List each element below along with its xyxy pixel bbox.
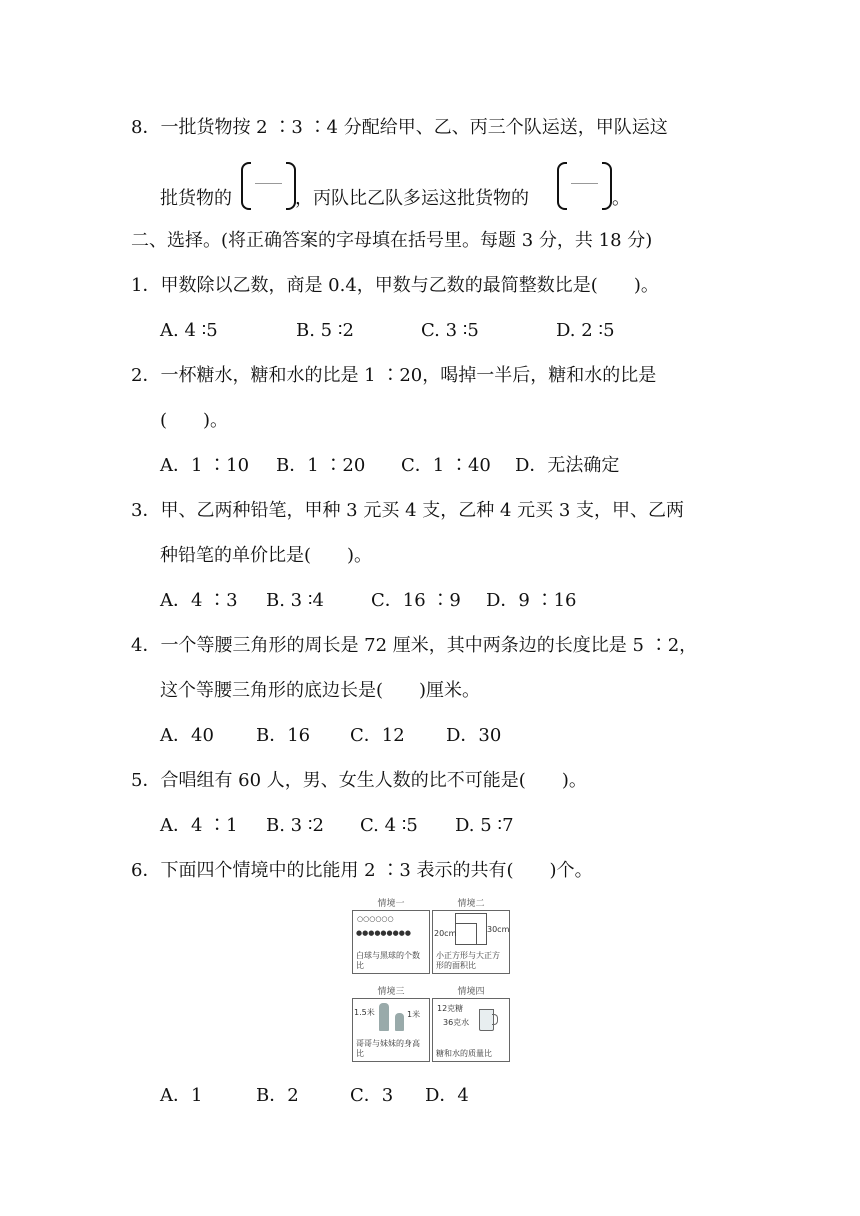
scenario-2-box (432, 910, 510, 974)
scenario-4-caption: 糖和水的质量比 (436, 1049, 492, 1058)
answer-fraction-blank-2[interactable] (557, 162, 612, 206)
q2-option-a[interactable]: A．1 ∶10 (160, 455, 250, 476)
q5-option-b[interactable]: B. 3 ∶2 (266, 815, 324, 836)
scenario-panel-3 (352, 986, 430, 1062)
scenario-1-box (352, 910, 430, 974)
black-balls: ●●●●●●●●● (356, 929, 411, 937)
q6-option-a[interactable]: A．1 (160, 1085, 203, 1106)
q4-option-c[interactable]: C．12 (350, 725, 405, 746)
question-5: 5．合唱组有 60 人，男、女生人数的比不可能是( )。 (131, 770, 587, 791)
water-label: 36克水 (443, 1018, 470, 1027)
q5-option-c[interactable]: C. 4 ∶5 (360, 815, 418, 836)
q1-option-c[interactable]: C. 3 ∶5 (421, 320, 479, 341)
question-1: 1．甲数除以乙数，商是 0.4，甲数与乙数的最简整数比是( )。 (131, 275, 659, 296)
q8-line1: 8．一批货物按 2 ∶3 ∶4 分配给甲、乙、丙三个队运送，甲队运这 (131, 117, 668, 138)
scenario-4-box (432, 998, 510, 1062)
question-2-line2: ( )。 (160, 410, 229, 431)
sugar-label: 12克糖 (437, 1004, 464, 1013)
q4-option-d[interactable]: D．30 (446, 725, 502, 746)
q1-option-d[interactable]: D. 2 ∶5 (556, 320, 615, 341)
large-square-label: 30cm (487, 925, 510, 934)
question-3-line2: 种铅笔的单价比是( )。 (160, 545, 373, 566)
question-6: 6．下面四个情境中的比能用 2 ∶3 表示的共有( )个。 (131, 860, 593, 881)
q6-option-d[interactable]: D．4 (425, 1085, 469, 1106)
small-square (455, 923, 477, 945)
question-4-line2: 这个等腰三角形的底边长是( )厘米。 (160, 680, 481, 701)
q2-option-b[interactable]: B．1 ∶20 (276, 455, 366, 476)
q3-option-a[interactable]: A．4 ∶3 (160, 590, 238, 611)
q3-option-d[interactable]: D．9 ∶16 (486, 590, 577, 611)
q1-option-a[interactable]: A. 4 ∶5 (160, 320, 218, 341)
question-4-line1: 4．一个等腰三角形的周长是 72 厘米，其中两条边的长度比是 5 ∶2， (131, 635, 698, 656)
question-2-line1: 2．一杯糖水，糖和水的比是 1 ∶20，喝掉一半后，糖和水的比是 (131, 365, 657, 386)
scenario-panel-1 (352, 898, 430, 974)
q6-option-c[interactable]: C．3 (350, 1085, 394, 1106)
sister-figure (395, 1013, 404, 1031)
q8-line2-end: 。 (612, 188, 630, 209)
scenario-3-box (352, 998, 430, 1062)
scenario-1-title: 情境一 (377, 899, 405, 909)
q3-option-c[interactable]: C．16 ∶9 (371, 590, 461, 611)
scenario-2-title: 情境二 (457, 899, 485, 909)
sister-height-label: 1米 (407, 1010, 421, 1019)
cup-handle-icon (492, 1014, 498, 1025)
brother-height-label: 1.5米 (354, 1008, 375, 1017)
q6-option-b[interactable]: B．2 (256, 1085, 299, 1106)
scenario-figure (350, 898, 510, 1068)
scenario-3-title: 情境三 (377, 987, 405, 997)
question-3-line1: 3．甲、乙两种铅笔，甲种 3 元买 4 支，乙种 4 元买 3 支，甲、乙两 (131, 500, 685, 521)
q5-option-a[interactable]: A．4 ∶1 (160, 815, 238, 836)
q4-option-a[interactable]: A．40 (160, 725, 214, 746)
q1-option-b[interactable]: B. 5 ∶2 (296, 320, 354, 341)
q4-option-b[interactable]: B．16 (256, 725, 311, 746)
q5-option-d[interactable]: D. 5 ∶7 (455, 815, 514, 836)
scenario-4-title: 情境四 (457, 987, 485, 997)
scenario-2-caption: 小正方形与大正方形的面积比 (436, 951, 500, 970)
q3-option-b[interactable]: B. 3 ∶4 (266, 590, 324, 611)
q2-option-d[interactable]: D．无法确定 (515, 455, 620, 476)
white-balls: ○○○○○○ (357, 915, 394, 923)
scenario-1-caption: 白球与黑球的个数比 (356, 951, 420, 970)
q2-option-c[interactable]: C．1 ∶40 (401, 455, 491, 476)
scenario-panel-2 (432, 898, 510, 974)
brother-figure (379, 1003, 389, 1031)
section-heading: 二、选择。(将正确答案的字母填在括号里。每题 3 分，共 18 分) (131, 230, 653, 251)
answer-fraction-blank-1[interactable] (241, 162, 296, 206)
small-square-label: 20cm (434, 929, 457, 938)
scenario-panel-4 (432, 986, 510, 1062)
scenario-3-caption: 哥哥与妹妹的身高比 (356, 1039, 420, 1058)
q8-line2-start: 批货物的 (160, 188, 232, 209)
q8-line2-middle: ，丙队比乙队多运这批货物的 (295, 188, 529, 209)
